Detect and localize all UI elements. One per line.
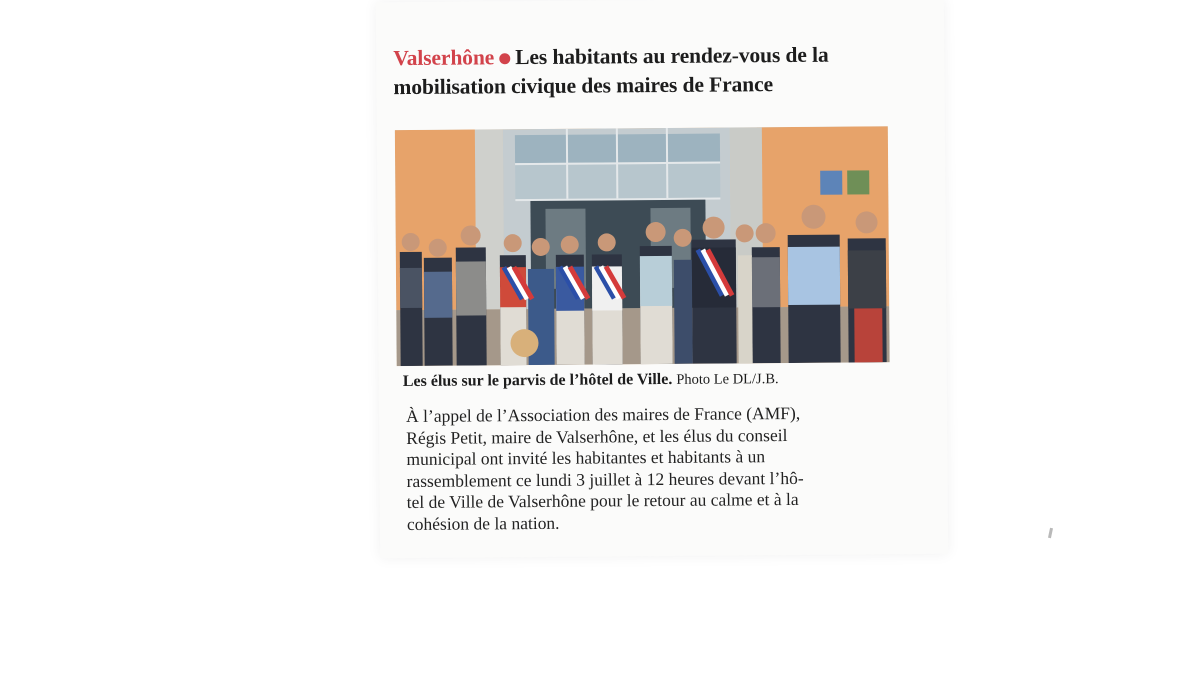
photo-credit: Photo Le DL/J.B. — [676, 371, 779, 388]
photo-illustration — [395, 126, 890, 366]
article-headline — [393, 40, 913, 102]
photo-caption — [403, 368, 903, 392]
scan-speck — [1048, 528, 1053, 538]
article-kicker: Valserhône — [393, 45, 495, 71]
newspaper-clipping — [376, 0, 948, 558]
bullet-dot-icon — [499, 53, 510, 64]
article-body: À l’appel de l’Association des maires de France (AMF), Régis Petit, maire de Valserhône, et les élus du conseil municipal ont invité les habitantes et habitants à un rassemblement ce lundi 3 juillet à 12 heures devant l’hô- tel de Ville de Valserhône pour le retour au calme et à la cohésion de la nation. — [405, 402, 804, 534]
headline-text: Les habitants au rendez-vous de la mobilisation civique des maires de France — [393, 42, 829, 100]
caption-text: Les élus sur le parvis de l’hôtel de Ville. — [402, 370, 673, 391]
article-photo — [395, 126, 890, 366]
